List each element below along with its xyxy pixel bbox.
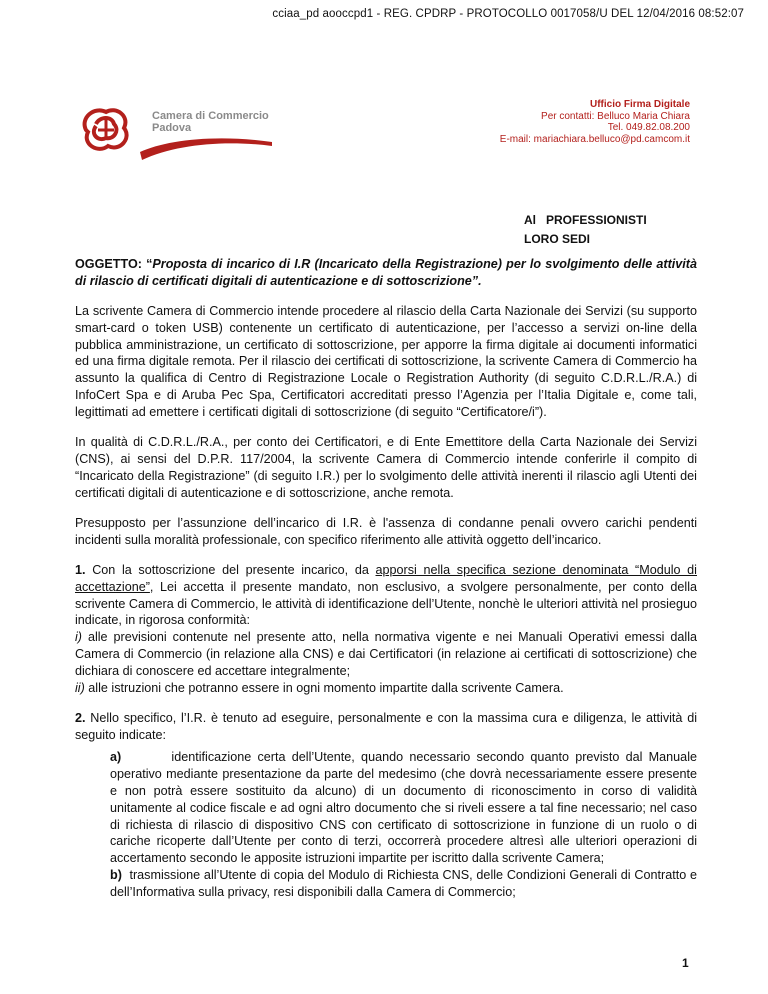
sender-phone: Tel. 049.82.08.200 — [607, 122, 690, 133]
recipient-block — [524, 211, 647, 249]
section-1-number: 1. — [75, 562, 86, 577]
item-a-label: a) — [110, 750, 122, 765]
recipient-line-2: LORO SEDI — [524, 232, 591, 246]
item-b-text: trasmissione all’Utente di copia del Modulo di Richiesta CNS, delle Condizioni Generali di Contratto e dell’Informativa sulla privacy, resi disponibili dalla Camera di Commercio; — [110, 868, 701, 899]
item-i-text: alle previsioni contenute nel presente atto, nella normativa vigente e nei Manuali Operativi emessi dalla Camera di Commercio (in relazione alla CNS) e dai Certificatori (in relazione ai certificati di sottoscrizione) che dichiara di conoscere ed accettare integralmente; — [75, 630, 697, 678]
section-1 — [75, 562, 697, 696]
section-1-underlined: apporsi nella specifica sezione denominata “Modulo di accettazione” — [75, 562, 697, 594]
subject-label: OGGETTO: “ — [75, 257, 153, 271]
sender-contacts: Per contatti: Belluco Maria Chiara — [541, 110, 690, 122]
protocol-stamp: cciaa_pd aoocсpd1 - REG. CPDRP - PROTOCOLLO 0017058/U DEL 12/04/2016 08:52:07 — [272, 8, 744, 20]
list-item-b — [110, 867, 701, 901]
subject-text: Proposta di incarico di I.R (Incaricato della Registrazione) per lo svolgimento delle attività di rilascio di certificati digitali di autenticazione e di sottoscrizione”. — [75, 257, 697, 288]
section-2-list — [110, 749, 701, 900]
item-ii-text: alle istruzioni che potranno essere in ogni momento impartite dalla scrivente Camera. — [84, 680, 564, 695]
letter-body — [75, 256, 701, 901]
section-1-intro: Con la sottoscrizione del presente incarico, da — [85, 562, 376, 577]
recipient-line-1: Al PROFESSIONISTI — [524, 213, 647, 227]
section-2 — [75, 710, 697, 744]
sender-block — [500, 99, 690, 145]
section-2-number: 2. — [75, 710, 86, 725]
list-item-a — [110, 749, 701, 867]
subject-line — [75, 256, 697, 290]
item-ii-label: ii) — [75, 680, 85, 695]
sender-email: E-mail: mariachiara.belluco@pd.camcom.it — [499, 133, 690, 145]
item-a-text: identificazione certa dell’Utente, quando necessario secondo quanto previsto dal Manuale operativo mediante presentazione da parte del medesimo (che dovrà necessariamente essere presente e non potrà essere sostituito da alcuno) di un documento di riconoscimento in corso di validità unitamente al codice fiscale e ad ogni altro documento che si riveli essere a tal fine necessario; nel caso di richiesta di rilascio di dispositivo CNS con certificato di sottoscrizione in funzione di un ruolo o di cariche ricoperte dall’Utente per conto di terzi, occorrerà procedere altresì alle ulteriori operazioni di accertamento secondo le apposite istruzioni impartite per iscritto dalla scrivente Camera; — [110, 750, 701, 866]
item-i-label: i) — [75, 630, 82, 645]
logo-line-2: Padova — [152, 122, 192, 134]
sender-office: Ufficio Firma Digitale — [589, 99, 690, 110]
logo-line-1: Camera di Commercio — [152, 110, 269, 122]
logo-text — [152, 110, 269, 134]
paragraph-3: Presupposto per l’assunzione dell’incarico di I.R. è l'assenza di condanne penali ovvero carichi pendenti incidenti sulla moralità professionale, con specifico riferimento alle attività oggetto dell’incarico. — [75, 515, 697, 547]
item-b-label: b) — [110, 868, 122, 882]
paragraph-1: La scrivente Camera di Commercio intende procedere al rilascio della Carta Nazionale dei Servizi (su supporto smart-card o token USB) contenente un certificato di autenticazione, per l’accesso a servizi on-line della pubblica amministrazione, un certificato di sottoscrizione, per apporre la firma digitale ai documenti informatici ed una firma digitale remota. Per il rilascio dei certificati di sottoscrizione, la scrivente Camera di Commercio ha assunto la qualifica di Centro di Registrazione Locale o Registration Authority (di seguito C.D.R.L./R.A.) di InfoCert Spa e di Aruba Pec Spa, Certificatori accreditati presso l’Agenzia per l’Italia Digitale e, come tali, legittimati ad emettere i certificati digitali di sottoscrizione (di seguito “Certificatore/i”). — [75, 304, 697, 419]
section-1-rest: , Lei accetta il presente mandato, non esclusivo, a svolgere personalmente, per conto della scrivente Camera di Commercio, le attività di identificazione dell’Utente, nonchè le ulteriori attività nel prosieguo indicate, in rigorosa conformità: — [75, 579, 697, 628]
page-number: 1 — [682, 956, 689, 970]
section-2-intro: Nello specifico, l’I.R. è tenuto ad eseguire, personalmente e con la massima cura e diligenza, le attività di seguito indicate: — [75, 710, 697, 742]
paragraph-2: In qualità di C.D.R.L./R.A., per conto dei Certificatori, e di Ente Emettitore della Carta Nazionale dei Servizi (CNS), ai sensi del D.P.R. 117/2004, la scrivente Camera di Commercio intende conferirle il compito di “Incaricato della Registrazione” (di seguito I.R.) per lo svolgimento delle attività inerenti il rilascio agli Utenti dei certificati digitali di autenticazione e di sottoscrizione, anche remota. — [75, 435, 697, 500]
chamber-logo — [76, 100, 276, 162]
